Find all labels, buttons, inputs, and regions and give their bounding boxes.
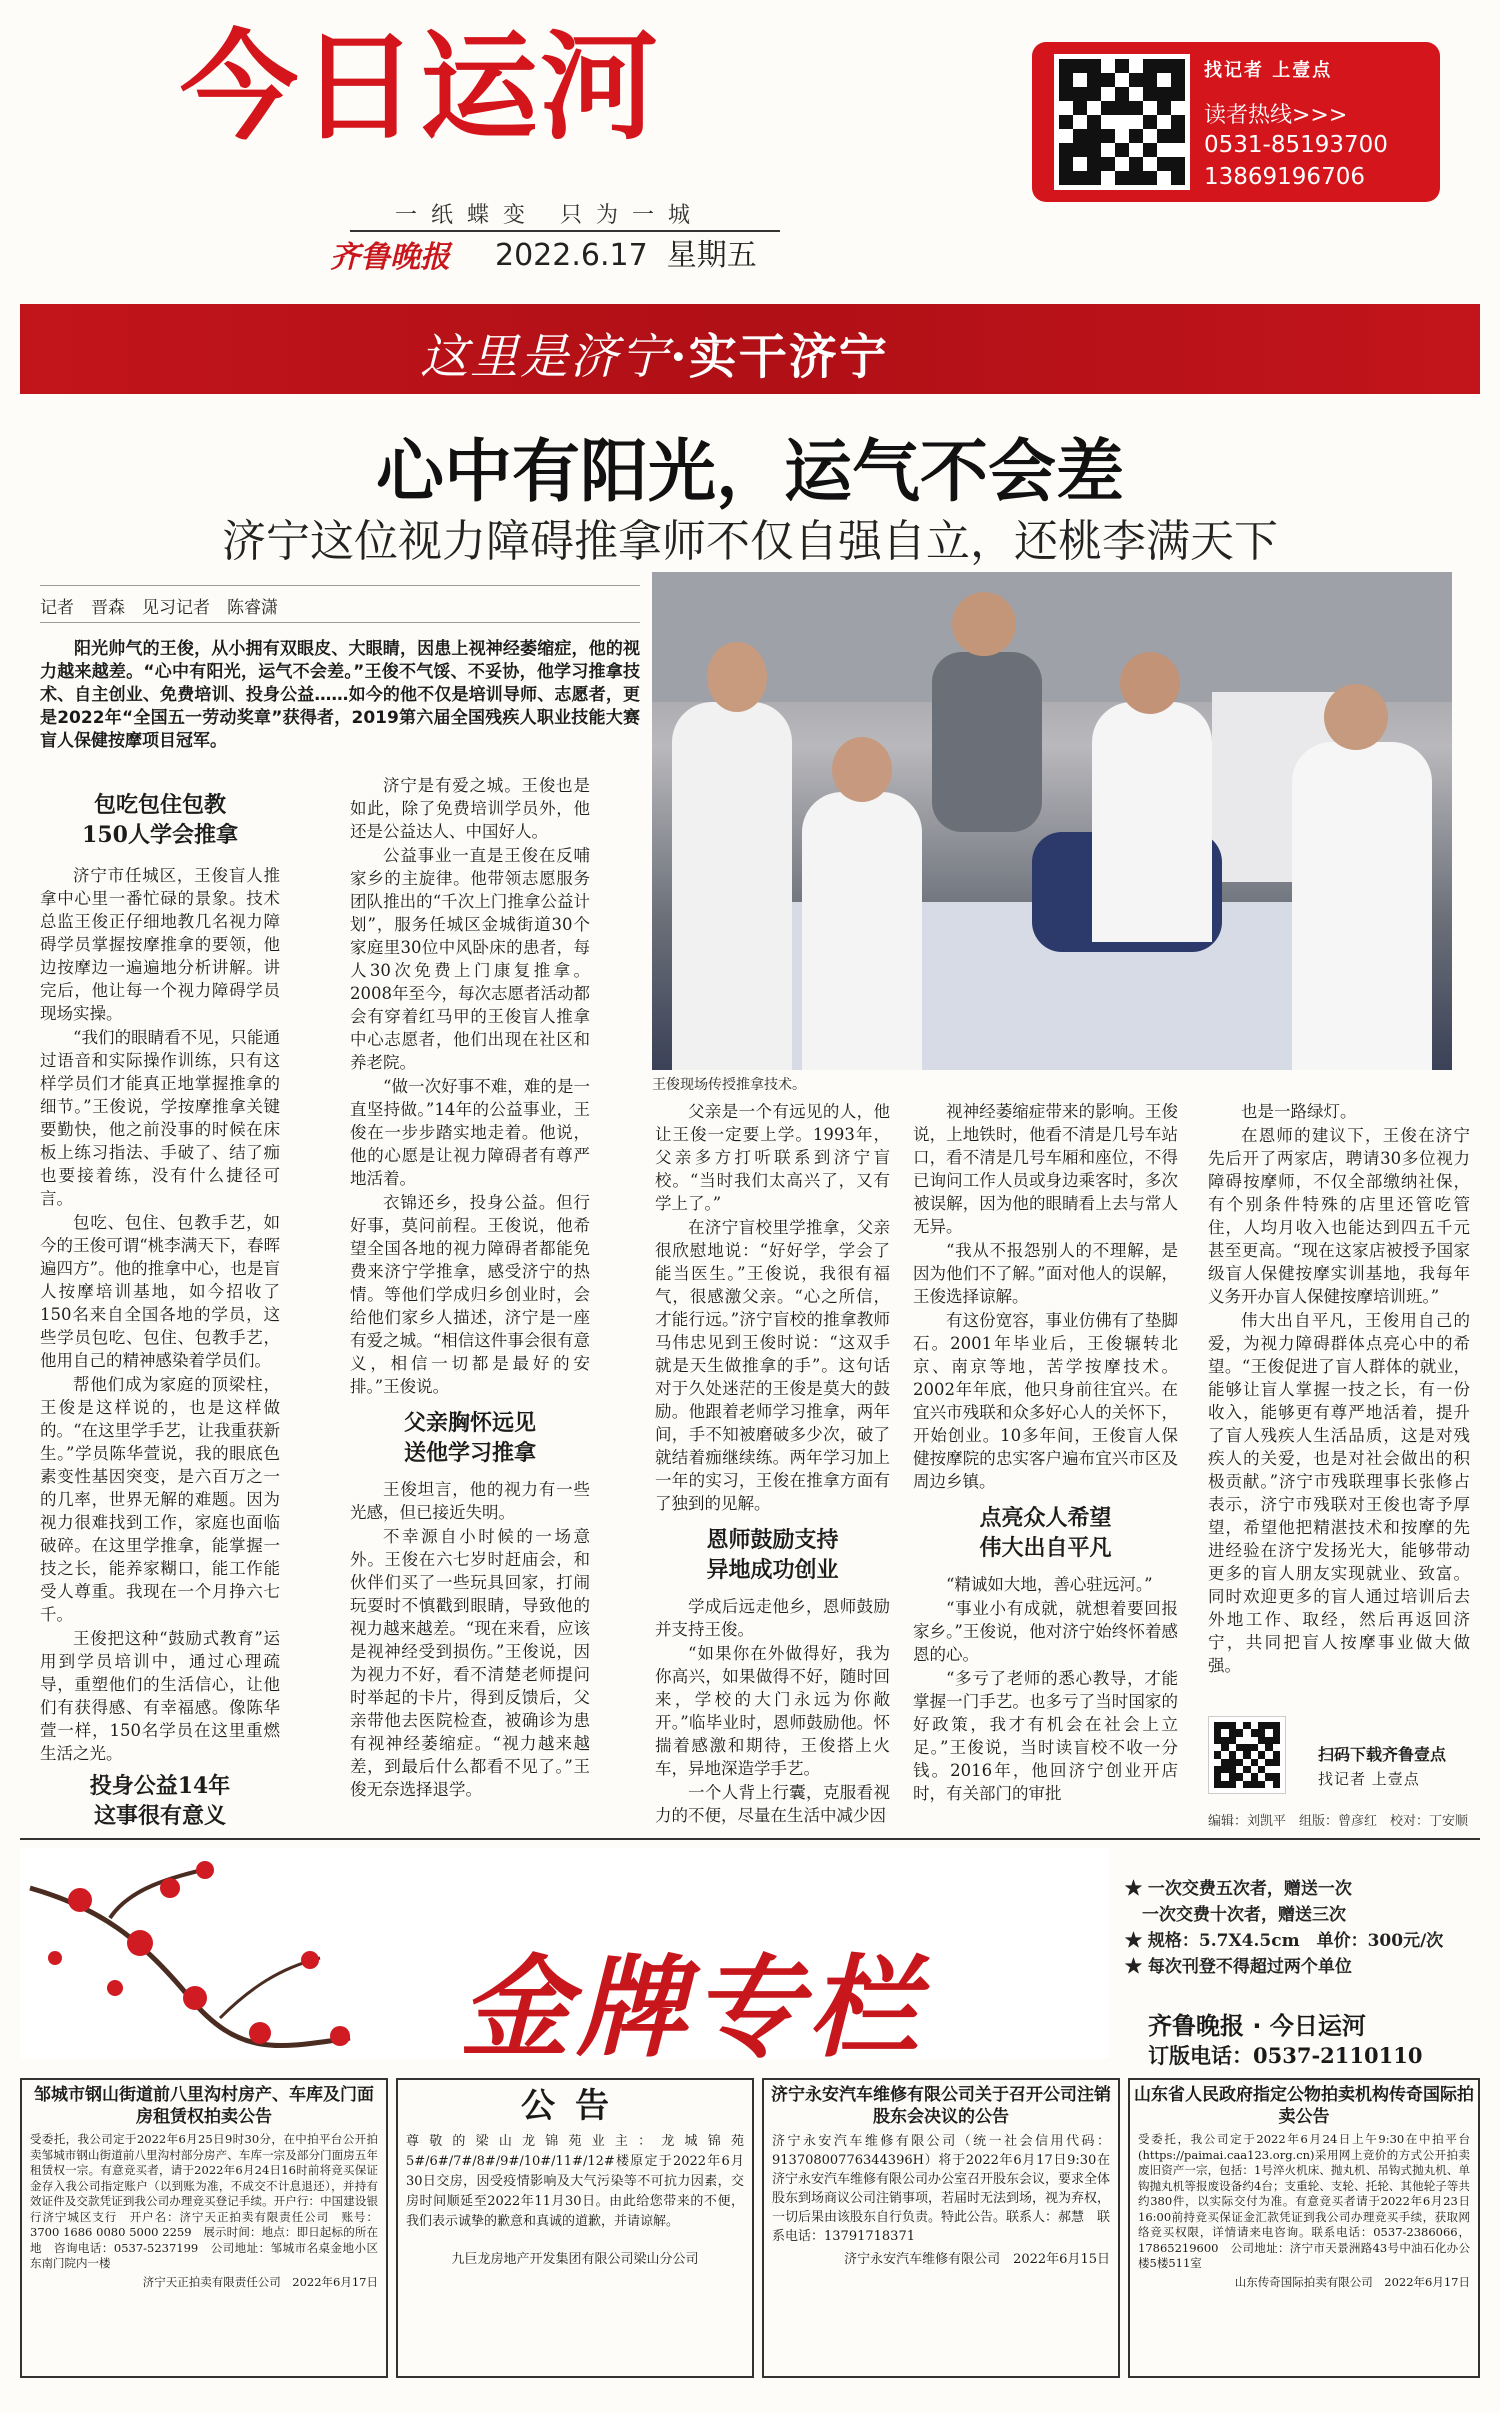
paragraph: 不幸源自小时候的一场意外。王俊在六七岁时赶庙会，和伙伴们买了一些玩具回家，打闹玩耍时不慎戳到眼睛，导致他的视力越来越差。“现在来看，应该是视神经受到损伤。”王俊说，因为视力不好，看不清楚老师提问时举起的卡片，得到反馈后，父亲带他去医院检查，被确诊为患有视神经萎缩症。“视力越来越差，到最后什么都看不见了。”王俊无奈选择退学。 xyxy=(350,1527,590,1799)
paragraph: 学成后远走他乡，恩师鼓励并支持王俊。 xyxy=(655,1597,890,1639)
masthead-brand: 齐鲁晚报 xyxy=(330,240,450,275)
issue-date: 2022.6.17 星期五 xyxy=(495,238,757,273)
notice-signature: 济宁天正拍卖有限责任公司 2022年6月17日 xyxy=(142,2274,378,2289)
paragraph: 公益事业一直是王俊在反哺家乡的主旋律。他带领志愿服务团队推出的“千次上门推拿公益计划”，服务任城区金城街道30个家庭里30位中风卧床的患者，每人30次免费上门康复推拿。2008年至今，每次志愿者活动都会有穿着红马甲的王俊盲人推拿中心志愿者，他们出现在社区和养老院。 xyxy=(350,846,590,1072)
article-column-1 xyxy=(40,790,280,1831)
download-qr-code-icon[interactable] xyxy=(1208,1716,1286,1794)
article-column-5 xyxy=(1208,1100,1470,1678)
article-column-3 xyxy=(655,1100,890,1828)
paragraph: 济宁市任城区，王俊盲人推拿中心里一番忙碌的景象。技术总监王俊正仔细地教几名视力障碍学员掌握按摩推拿的要领，他边按摩边一遍遍地分析讲解。讲完后，他让每一个视力障碍学员现场实操。 xyxy=(40,866,280,1023)
article-column-2 xyxy=(350,774,590,1802)
paragraph: 包吃、包住、包教手艺，如今的王俊可谓“桃李满天下，春晖遍四方”。他的推拿中心，也是盲人按摩培训基地，如今招收了150名来自全国各地的学员，这些学员包吃、包住、包教手艺，他用自己的精神感染着学员们。 xyxy=(40,1213,280,1370)
ad-term: ★ 规格：5.7X4.5cm 单价：300元/次 xyxy=(1125,1931,1444,1951)
ad-term: ★ 一次交费五次者，赠送一次 xyxy=(1125,1879,1352,1899)
paragraph: “精诚如大地，善心驻远河。” xyxy=(946,1575,1153,1594)
subheading: 父亲胸怀远见 送他学习推拿 xyxy=(403,1410,536,1466)
hotline-phone-1: 0531-85193700 xyxy=(1204,132,1388,158)
ad-order-phone: 订版电话：0537-2110110 xyxy=(1148,2043,1423,2068)
paragraph: 衣锦还乡，投身公益。但行好事，莫问前程。王俊说，他希望全国各地的视力障碍者都能免费来济宁学推拿，感受济宁的热情。等他们学成归乡创业时，会给他们家乡人描述，济宁是一座有爱之城。“相信这件事会很有意义，相信一切都是最好的安排。”王俊说。 xyxy=(350,1193,590,1396)
subheading: 恩师鼓励支持 异地成功创业 xyxy=(706,1527,839,1583)
notice-housing-delay xyxy=(396,2078,754,2378)
subheading: 包吃包住包教 150人学会推拿 xyxy=(82,792,238,848)
article-headline: 心中有阳光，运气不会差 xyxy=(375,433,1124,512)
paragraph: “我从不报怨别人的不理解，是因为他们不了解。”面对他人的误解，王俊选择谅解。 xyxy=(913,1241,1178,1306)
subheading: 投身公益14年 这事很有意义 xyxy=(89,1773,231,1829)
notice-body: 受委托，我公司定于2022年6月25日9时30分，在中拍平台公开拍卖邹城市钢山街道前八里沟村部分房产、车库一宗及部分门面房五年租赁权一宗。有意竞买者，请于2022年6月24日16时前将竞买保证金存入我公司指定账户（以到账为准，不成交不计息退还），并持有效证件及交款凭证到我公司办理竞买登记手续。开户行：中国建设银行济宁城区支行 开户名：济宁天正拍卖有限责任公司 账号：3700 1686 0080 5000 2259 展示时间：地点：即日起标的所在地 咨询电话：0537-5237199 公司地址：邹城市名桌金地小区东南门院内一楼 xyxy=(30,2132,378,2270)
notice-title: 济宁永安汽车维修有限公司关于召开公司注销股东会决议的公告 xyxy=(771,2085,1111,2127)
notice-auction-chuanqi xyxy=(1128,2078,1480,2378)
ad-brand: 齐鲁晚报 · 今日运河 xyxy=(1148,2012,1366,2040)
masthead-slogan: 一纸蝶变 只为一城 xyxy=(395,203,704,228)
paragraph: 也是一路绿灯。 xyxy=(1241,1102,1357,1121)
gold-column-title: 金牌专栏 xyxy=(460,1943,924,2072)
photo-caption: 王俊现场传授推拿技术。 xyxy=(652,1077,806,1093)
section-rule xyxy=(20,1838,1480,1840)
editors-line: 编辑：刘凯平 组版：曾彦红 校对：丁安顺 xyxy=(1208,1814,1469,1829)
paragraph: “事业小有成就，就想着要回报家乡。”王俊说，他对济宁始终怀着感恩的心。 xyxy=(913,1599,1178,1664)
qr-slogan: 找记者 上壹点 xyxy=(1204,60,1333,81)
byline: 记者 晋森 见习记者 陈睿潇 xyxy=(40,598,278,618)
paragraph: “做一次好事不难，难的是一直坚持做。”14年的公益事业，王俊在一步步踏实地走着。他说，他的心愿是让视力障碍者有尊严地活着。 xyxy=(350,1077,590,1188)
paragraph: 王俊把这种“鼓励式教育”运用到学员培训中，通过心理疏导，重塑他们的生活信心，让他们有获得感、有幸福感。像陈华萱一样，150名学员在这里重燃生活之光。 xyxy=(40,1629,280,1763)
download-label: 扫码下载齐鲁壹点 xyxy=(1318,1745,1447,1764)
notice-auction-zoucheng xyxy=(20,2078,388,2378)
notice-body: 尊敬的梁山龙锦苑业主：龙城锦苑5#/6#/7#/8#/9#/10#/11#/12#楼原定于2022年6月30日交房，因受疫情影响及大气污染等不可抗力因素，交房时间顺延至2022年11月30日。由此给您带来的不便，我们表示诚挚的歉意和真诚的道歉，并请谅解。 xyxy=(406,2134,744,2229)
notice-body: 济宁永安汽车维修有限公司（统一社会信用代码：91370800776344396H）将于2022年6月17日9:30在济宁永安汽车维修有限公司办公室召开股东会议，要求全体股东到场商议公司注销事项，若届时无法到场，视为弃权，一切后果由该股东自行负责。特此公告。联系人：郝慧 联系电话：13791718371 xyxy=(772,2134,1111,2244)
byline-rule xyxy=(40,585,640,586)
hotline-phone-2: 13869196706 xyxy=(1204,164,1365,190)
paragraph: 济宁是有爱之城。王俊也是如此，除了免费培训学员外，他还是公益达人、中国好人。 xyxy=(350,776,590,841)
paragraph: “我们的眼睛看不见，只能通过语音和实际操作训练，只有这样学员们才能真正地掌握推拿的细节。”王俊说，学按摩推拿关键要勤快，他之前没事的时候在床板上练习指法、手破了、结了痂也要接着练，没有什么捷径可言。 xyxy=(40,1028,280,1208)
banner-title: 这里是济宁·实干济宁 xyxy=(420,329,889,385)
notice-title: 山东省人民政府指定公物拍卖机构传奇国际拍卖公告 xyxy=(1134,2085,1474,2127)
article-photo xyxy=(652,572,1452,1070)
paragraph: 在济宁盲校里学推拿，父亲很欣慰地说：“好好学，学会了能当医生。”王俊说，我很有福气，很感激父亲。“心之所信，才能行远。”济宁盲校的推拿教师马伟忠见到王俊时说：“这双手就是天生做推拿的手”。这句话对于久处迷茫的王俊是莫大的鼓励。他跟着老师学习推拿，两年间，手不知被磨破多少次，破了就结着痂继续练。两年学习加上一年的实习，王俊在推拿方面有了独到的见解。 xyxy=(655,1218,890,1513)
paragraph: 一个人背上行囊，克服看视力的不便，尽量在生活中减少因 xyxy=(655,1783,890,1825)
article-subhead: 济宁这位视力障碍推拿师不仅自强自立，还桃李满天下 xyxy=(222,516,1278,567)
notice-title: 公告 xyxy=(521,2086,629,2126)
article-column-4 xyxy=(913,1100,1178,1806)
article-lead: 阳光帅气的王俊，从小拥有双眼皮、大眼睛，因患上视神经萎缩症，他的视力越来越差。“心中有阳光，运气不会差。”王俊不气馁、不妥协，他学习推拿技术、自主创业、免费培训、投身公益……如今的他不仅是培训导师、志愿者，更是2022年“全国五一劳动奖章”获得者，2019第六届全国残疾人职业技能大赛盲人保健按摩项目冠军。 xyxy=(40,639,640,751)
hotline-box xyxy=(1032,42,1440,202)
paragraph: 父亲是一个有远见的人，他让王俊一定要上学。1993年，父亲多方打听联系到济宁盲校。“当时我们太高兴了，又有学上了。” xyxy=(655,1102,890,1213)
paragraph: 有这份宽容，事业仿佛有了垫脚石。2001年毕业后，王俊辗转北京、南京等地，苦学按摩技术。2002年年底，他只身前往宜兴。在宜兴市残联和众多好心人的关怀下，开始创业。10多年间，王俊盲人保健按摩院的忠实客户遍布宜兴市区及周边乡镇。 xyxy=(913,1311,1178,1491)
paragraph: 在恩师的建议下，王俊在济宁先后开了两家店，聘请30多位视力障碍按摩师，不仅全部缴纳社保，有个别条件特殊的店里还管吃管住，人均月收入也能达到四五千元甚至更高。“现在这家店被授予国家级盲人保健按摩实训基地，我每年义务开办盲人保健按摩培训班。” xyxy=(1208,1126,1470,1306)
ad-term: 一次交费十次者，赠送三次 xyxy=(1125,1905,1346,1925)
notice-signature: 九巨龙房地产开发集团有限公司梁山分公司 xyxy=(451,2252,699,2267)
notice-signature: 山东传奇国际拍卖有限公司 2022年6月17日 xyxy=(1234,2274,1470,2289)
paragraph: “多亏了老师的悉心教导，才能掌握一门手艺。也多亏了当时国家的好政策，我才有机会在社会上立足。”王俊说，当时读盲校不收一分钱。2016年，他回济宁创业开店时，有关部门的审批 xyxy=(913,1669,1178,1803)
subheading: 点亮众人希望 伟大出自平凡 xyxy=(979,1505,1112,1561)
masthead-title: 今日运河 xyxy=(180,18,661,156)
paragraph: 王俊坦言，他的视力有一些光感，但已接近失明。 xyxy=(350,1480,590,1522)
notice-signature: 济宁永安汽车维修有限公司 2022年6月15日 xyxy=(844,2252,1110,2267)
hotline-label: 读者热线>>> xyxy=(1204,103,1348,128)
ad-term: ★ 每次刊登不得超过两个单位 xyxy=(1125,1957,1352,1977)
notice-title: 邹城市钢山街道前八里沟村房产、车库及门面房租赁权拍卖公告 xyxy=(34,2085,374,2127)
notice-shareholder-meeting xyxy=(762,2078,1120,2378)
notice-body: 受委托，我公司定于2022年6月24日上午9:30在中拍平台(https://paimai.caa123.org.cn)采用网上竞价的方式公开拍卖废旧资产一宗，包括：1号淬火机床、抛丸机、吊钩式抛丸机、单钩抛丸机等报废设备约4台；支重轮、支轮、托轮、其他轮子等共约380件，以实际交付为准。有意竞买者请于2022年6月23日16:00前持竞买保证金汇款凭证到我公司办理竞买手续，获取网络竞买权限，详情请来电咨询。联系电话：0537-2386066，17865219600 公司地址：济宁市天景洲路43号中油石化办公楼5楼511室 xyxy=(1138,2132,1470,2270)
download-slogan: 找记者 上壹点 xyxy=(1318,1770,1420,1788)
paragraph: 伟大出自平凡，王俊用自己的爱，为视力障碍群体点亮心中的希望。“王俊促进了盲人群体的就业，能够让盲人掌握一技之长，有一份收入，能够更有尊严地活着，提升了盲人残疾人生活品质，这是对残疾人的关爱，也是对社会做出的积极贡献。”济宁市残联理事长张修占表示，济宁市残联对王俊也寄予厚望，希望他把精湛技术和按摩的先进经验在济宁发扬光大，能够带动更多的盲人朋友实现就业、致富。同时欢迎更多的盲人通过培训后去外地工作、取经，然后再返回济宁，共同把盲人按摩事业做大做强。 xyxy=(1208,1311,1470,1675)
plum-blossom-icon xyxy=(20,1848,440,2058)
byline-rule-bottom xyxy=(40,622,640,623)
qr-code-icon[interactable] xyxy=(1054,54,1190,190)
paragraph: 帮他们成为家庭的顶梁柱，王俊是这样说的，也是这样做的。“在这里学手艺，让我重获新生。”学员陈华萱说，我的眼底色素变性基因突变，是六百万之一的几率，世界无解的难题。因为视力很难找到工作，家庭也面临破碎。在这里学推拿，能掌握一技之长，能养家糊口，能工作能受人尊重。我现在一个月挣六七千。 xyxy=(40,1375,280,1624)
paragraph: “如果你在外做得好，我为你高兴，如果做得不好，随时回来，学校的大门永远为你敞开。”临毕业时，恩师鼓励他。怀揣着感激和期待，王俊搭上火车，异地深造学手艺。 xyxy=(655,1644,890,1778)
paragraph: 视神经萎缩症带来的影响。王俊说，上地铁时，他看不清是几号车站口，看不清是几号车厢和座位，不得已询问工作人员或身边乘客时，多次被误解，因为他的眼睛看上去与常人无异。 xyxy=(913,1102,1178,1236)
